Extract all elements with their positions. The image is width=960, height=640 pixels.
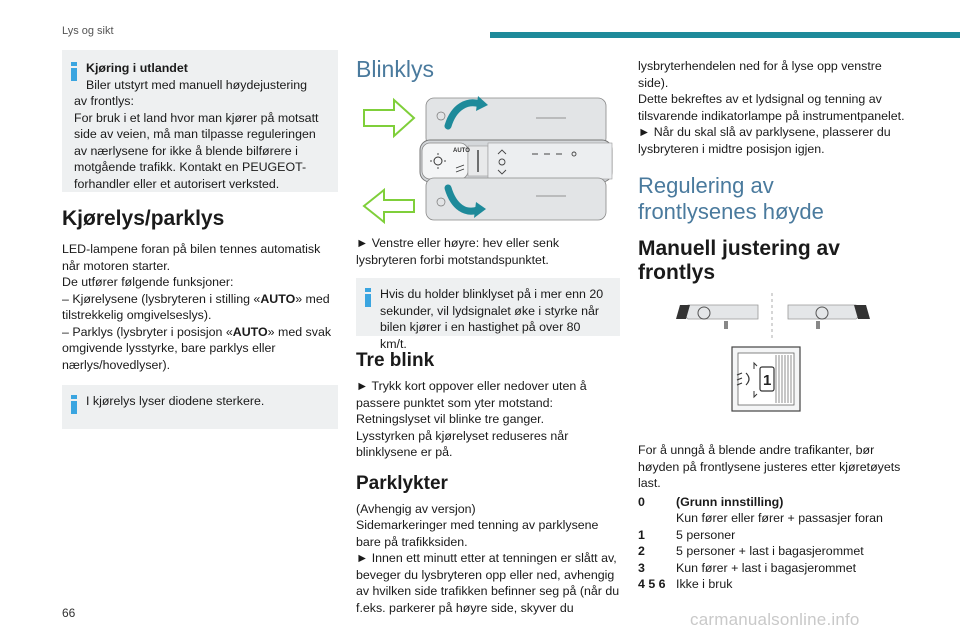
three-flashes-text-3: Lysstyrken på kjørelyset reduseres når blinklysene er på. [356,428,569,459]
adjustment-wheel-number: 1 [763,372,772,389]
info-title: Kjøring i utlandet [86,61,188,75]
legend-row: 2 5 personer + last i bagasjerommet [638,544,864,558]
three-flashes-text-2: Retningslyset vil blinke tre ganger. [356,412,545,426]
heading-headlamp-adjustment: Regulering av frontlysenes høyde [638,173,824,224]
legend-row: 0 (Grunn innstilling) [638,494,784,509]
legend-row: 1 5 personer [638,527,736,542]
legend-row: 3 Kun fører + last i bagasjerommet [638,560,857,575]
column-1 [62,50,338,429]
info-box-turn-signal-warning: Hvis du holder blinklyset på i mer enn 20 sekunder, vil lydsignalet øke i styrke når bilen kjører i en hastighet på over 80 km/t. [356,278,620,336]
info-icon [71,395,77,414]
watermark: carmanualsonline.info [690,610,860,629]
headlamp-adjustment-illustration [638,293,906,433]
three-flashes-text-1: ► Trykk kort oppover eller nedover uten å passere punktet som yter motstand: [356,379,587,410]
column-2 [356,50,620,616]
heading-parking-lights: Parklykter [356,472,448,494]
running-lights-text-1: LED-lampene foran på bilen tennes automatisk når motoren starter. [62,242,321,273]
parking-lights-continued-2: Dette bekreftes av et lydsignal og tenning av tilsvarende indikatorlampe på instrumentpanelet. [638,92,905,123]
info-icon [71,62,77,81]
running-lights-text-3: – Kjørelysene (lysbryteren i stilling «AUTO» med tilstrekkelig omgivelseslys). [62,291,330,322]
arrow-left-icon [364,190,414,222]
parking-lights-text-1: (Avhengig av versjon) [356,501,476,516]
running-lights-text-4: – Parklys (lysbryter i posisjon «AUTO» med svak omgivende lysstyrke, bare parklys eller nærlys/hovedlyser). [62,324,332,372]
heading-manual-adjustment: Manuell justering av frontlys [638,237,840,284]
parking-lights-continued-1: lysbryterhendelen ned for å lyse opp venstre side). [638,59,882,90]
info-box-abroad [62,50,338,192]
running-lights-text-2: De utfører følgende funksjoner: [62,275,234,289]
adjustment-text: For å unngå å blende andre trafikanter, bør høyden på frontlysene justeres etter kjøretøyets last. [638,443,901,490]
legend-row: 4 5 6 Ikke i bruk [638,577,733,591]
info-abroad-text: Biler utstyrt med manuell høydejustering av frontlys: For bruk i et land hvor man kjører på motsatt side av veien, må man tilpasse reguleringen av nærlysene for ikke å blende bilførere i motgående trafikk. Kontakt en PEUGEOT- forhandler eller et autorisert verksted. [74,77,319,191]
heading-turn-signals: Blinklys [356,56,434,82]
page-number: 66 [62,606,76,620]
parking-lights-continued-3: ► Når du skal slå av parklysene, plasserer du lysbryteren i midtre posisjon igjen. [638,125,891,156]
column-3 [638,50,906,593]
arrow-right-icon [364,100,414,136]
lever-auto-label: AUTO [453,148,470,154]
turn-signal-text: ► Venstre eller høyre: hev eller senk lysbryteren forbi motstandspunktet. [356,236,560,267]
info-box-diodes: I kjørelys lyser diodene sterkere. [62,385,338,429]
info-icon [365,288,371,307]
parking-lights-text-2: Sidemarkeringer med tenning av parklysene bare på trafikksiden. [356,518,599,549]
adjustment-legend [638,494,906,593]
heading-running-lights: Kjørelys/parklys [62,207,225,230]
page-header-title: Lys og sikt [62,25,114,37]
heading-three-flashes: Tre blink [356,350,435,371]
header-accent-bar [490,32,960,38]
turn-signal-lever-illustration [356,88,620,228]
legend-row: Kun fører eller fører + passasjer foran [676,511,883,525]
parking-lights-text-3: ► Innen ett minutt etter at tenningen er slått av, beveger du lysbryteren opp eller ned, avhengig av hvilken side trafikken befinner seg på (når du f.eks. parkerer på høyre side, skyver du [356,551,620,615]
